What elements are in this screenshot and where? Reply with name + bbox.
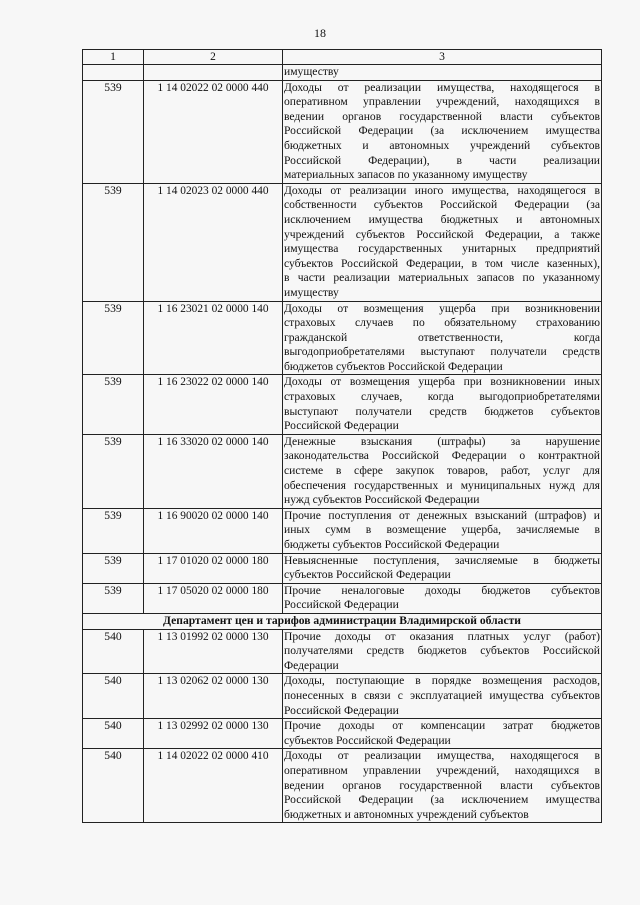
description-line: бюджетных и автономных учреждений субъектов xyxy=(284,138,600,152)
admin-code-cell: 539 xyxy=(83,375,144,434)
description-line: бюджетных и автономных учреждений субъектов xyxy=(284,807,529,821)
description-line: системе в сфере закупок товаров, работ, услуг для xyxy=(284,464,600,478)
description-line: оперативном управлении учреждений, находящихся в xyxy=(284,763,600,777)
description-line: Российской Федерации (за исключением имущества xyxy=(284,124,600,138)
description-line: материальных запасов по указанному имуществу xyxy=(284,168,528,182)
description-line: имуществу xyxy=(284,65,339,78)
description-line: субъектов Российской Федерации xyxy=(284,568,451,582)
description-line: обеспечения государственных и муниципальных нужд для xyxy=(284,478,600,492)
description-line: субъектов Российской Федерации xyxy=(284,733,451,747)
description-cell xyxy=(283,629,602,674)
description-line: Доходы от реализации имущества, находящегося в xyxy=(284,80,600,94)
table-row xyxy=(83,80,602,183)
admin-code-cell: 540 xyxy=(83,629,144,674)
description-cell xyxy=(283,553,602,583)
description-line: иных сумм в возмещение ущерба, зачисляемые в xyxy=(284,523,600,537)
description-line: Денежные взыскания (штрафы) за нарушение xyxy=(284,434,600,448)
description-line: Российской Федерации xyxy=(284,419,399,433)
description-line: Прочие доходы от оказания платных услуг (работ) xyxy=(284,629,600,643)
description-line: Доходы от возмещения ущерба при возникновении xyxy=(284,301,600,315)
description-cell xyxy=(283,749,602,823)
description-line: в части реализации материальных запасов по указанному xyxy=(284,271,600,285)
description-line: нужд субъектов Российской Федерации xyxy=(284,493,480,507)
admin-code-cell xyxy=(83,65,144,81)
description-cell xyxy=(283,65,602,81)
description-line: Федерации xyxy=(284,658,339,672)
table-header-row xyxy=(83,50,602,65)
table-row xyxy=(83,434,602,508)
budget-code-cell: 1 13 02992 02 0000 130 xyxy=(144,719,283,749)
description-line: Доходы от реализации иного имущества, находящегося в xyxy=(284,183,600,197)
budget-code-table xyxy=(82,49,602,823)
description-cell xyxy=(283,719,602,749)
description-line: гражданской ответственности, когда xyxy=(284,330,600,344)
description-line: страховых случаев по обязательному страхованию xyxy=(284,316,600,330)
budget-code-cell: 1 16 23021 02 0000 140 xyxy=(144,301,283,375)
table-row xyxy=(83,674,602,719)
description-line: выгодоприобретателями выступают получатели средств xyxy=(284,345,600,359)
description-line: ведении органов государственной власти субъектов xyxy=(284,109,600,123)
admin-code-cell: 539 xyxy=(83,434,144,508)
table-row xyxy=(83,629,602,674)
description-cell xyxy=(283,583,602,613)
description-line: Российской Федерации), в части реализации xyxy=(284,153,600,167)
admin-code-cell: 539 xyxy=(83,80,144,183)
budget-code-cell: 1 16 90020 02 0000 140 xyxy=(144,508,283,553)
budget-code-cell: 1 16 33020 02 0000 140 xyxy=(144,434,283,508)
description-line: Доходы от реализации имущества, находящегося в xyxy=(284,749,600,763)
description-line: Невыясненные поступления, зачисляемые в бюджеты xyxy=(284,553,600,567)
column-header: 2 xyxy=(144,50,283,65)
table-row xyxy=(83,583,602,613)
description-line: Российской Федерации (за исключением имущества xyxy=(284,793,600,807)
budget-code-cell: 1 14 02022 02 0000 410 xyxy=(144,749,283,823)
budget-code-cell: 1 14 02023 02 0000 440 xyxy=(144,183,283,301)
description-line: страховых случаев, когда выгодоприобретателями xyxy=(284,390,600,404)
table-row xyxy=(83,183,602,301)
description-line: имуществу xyxy=(284,285,339,299)
description-line: выступают получатели средств бюджетов субъектов xyxy=(284,404,600,418)
description-line: Доходы, поступающие в порядке возмещения расходов, xyxy=(284,674,600,688)
description-line: понесенных в связи с эксплуатацией имущества субъектов xyxy=(284,688,600,702)
admin-code-cell: 539 xyxy=(83,301,144,375)
description-cell xyxy=(283,674,602,719)
description-line: Российской Федерации xyxy=(284,598,399,612)
description-cell xyxy=(283,434,602,508)
description-line: Доходы от возмещения ущерба при возникновении иных xyxy=(284,375,600,389)
description-line: бюджетов субъектов Российской Федерации xyxy=(284,359,503,373)
section-title: Департамент цен и тарифов администрации Владимирской области xyxy=(83,613,602,629)
description-line: получателями средств бюджетов субъектов Российской xyxy=(284,644,600,658)
table-row xyxy=(83,375,602,434)
column-header: 3 xyxy=(283,50,602,65)
budget-code-cell: 1 16 23022 02 0000 140 xyxy=(144,375,283,434)
table-row xyxy=(83,65,602,81)
description-cell xyxy=(283,183,602,301)
table-row xyxy=(83,508,602,553)
admin-code-cell: 539 xyxy=(83,183,144,301)
description-line: ведении органов государственной власти субъектов xyxy=(284,778,600,792)
budget-code-cell: 1 13 01992 02 0000 130 xyxy=(144,629,283,674)
description-line: имущества государственных унитарных предприятий xyxy=(284,242,600,256)
description-line: учреждений субъектов Российской Федерации, а также xyxy=(284,227,600,241)
description-line: законодательства Российской Федерации о контрактной xyxy=(284,449,600,463)
budget-code-cell: 1 17 05020 02 0000 180 xyxy=(144,583,283,613)
description-line: Прочие неналоговые доходы бюджетов субъектов xyxy=(284,583,600,597)
table-row xyxy=(83,553,602,583)
description-line: исключением имущества бюджетных и автономных xyxy=(284,212,600,226)
description-line: Прочие доходы от компенсации затрат бюджетов xyxy=(284,719,600,733)
admin-code-cell: 540 xyxy=(83,674,144,719)
section-header-row xyxy=(83,613,602,629)
admin-code-cell: 539 xyxy=(83,508,144,553)
page-number: 18 xyxy=(314,26,326,40)
description-line: оперативном управлении учреждений, находящихся в xyxy=(284,95,600,109)
column-header: 1 xyxy=(83,50,144,65)
budget-code-cell: 1 14 02022 02 0000 440 xyxy=(144,80,283,183)
admin-code-cell: 539 xyxy=(83,553,144,583)
description-cell xyxy=(283,375,602,434)
table-row xyxy=(83,301,602,375)
description-line: собственности субъектов Российской Федерации (за xyxy=(284,198,600,212)
budget-code-cell: 1 13 02062 02 0000 130 xyxy=(144,674,283,719)
description-line: субъектов Российской Федерации, в том числе казенных), xyxy=(284,256,600,270)
admin-code-cell: 540 xyxy=(83,749,144,823)
description-line: Российской Федерации xyxy=(284,703,399,717)
description-line: Прочие поступления от денежных взысканий (штрафов) и xyxy=(284,508,600,522)
table-row xyxy=(83,719,602,749)
description-cell xyxy=(283,301,602,375)
description-line: бюджеты субъектов Российской Федерации xyxy=(284,538,500,551)
budget-code-cell xyxy=(144,65,283,81)
description-cell xyxy=(283,80,602,183)
table-body xyxy=(83,65,602,823)
table-row xyxy=(83,749,602,823)
admin-code-cell: 539 xyxy=(83,583,144,613)
budget-code-cell: 1 17 01020 02 0000 180 xyxy=(144,553,283,583)
admin-code-cell: 540 xyxy=(83,719,144,749)
description-cell xyxy=(283,508,602,553)
